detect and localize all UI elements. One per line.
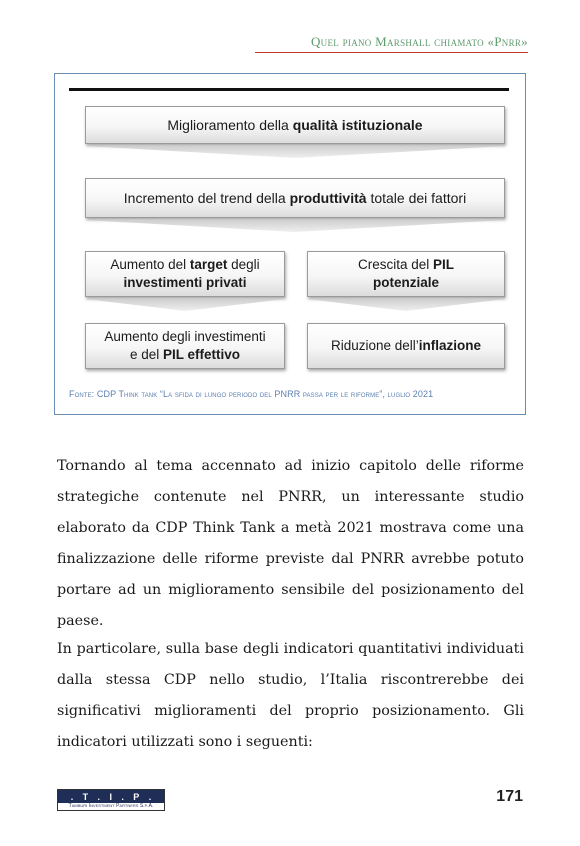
page-number: 171: [496, 788, 523, 805]
logo-dot: .: [148, 791, 152, 802]
figure: [54, 73, 526, 415]
box-inflation: Riduzione dell’inflazione: [307, 323, 505, 369]
logo-letter-t: T: [82, 791, 89, 802]
header-rule: [255, 52, 528, 53]
logo-letter-p: P: [133, 791, 140, 802]
publisher-logo: [57, 789, 165, 811]
box-potential-gdp: Crescita del PIL potenziale: [307, 251, 505, 297]
figure-top-rule: [69, 88, 509, 91]
logo-letters: [58, 790, 164, 803]
logo-dot: .: [121, 791, 124, 802]
arrow-1: [85, 146, 505, 158]
box-private-investment: Aumento del target degli investimenti privati: [85, 251, 285, 297]
box-quality: Miglioramento della qualità istituzionale: [85, 106, 505, 144]
logo-caption: Tamburi Investment Partners S.p.A.: [68, 803, 154, 809]
figure-source: Fonte: CDP Think tank “La sfida di lungo periodo del PNRR passa per le riforme”, luglio 2021: [69, 389, 434, 399]
body-paragraph-2: In particolare, sulla base degli indicatori quantitativi individuati dalla stessa CDP nello studio, l’Italia riscontrerebbe dei significativi miglioramenti del proprio posizionamento. Gli indicatori utilizzati sono i seguenti:: [57, 641, 524, 750]
logo-dot: .: [97, 791, 101, 802]
arrow-3: [85, 299, 285, 311]
running-header: Quel piano Marshall chiamato «Pnrr»: [310, 34, 528, 49]
logo-letter-i: I: [109, 791, 112, 802]
arrow-2: [85, 220, 505, 232]
logo-dot: .: [70, 791, 74, 802]
box-productivity: Incremento del trend della produttività totale dei fattori: [85, 178, 505, 218]
box-effective-gdp: Aumento degli investimenti e del PIL effettivo: [85, 323, 285, 369]
arrow-4: [307, 299, 505, 311]
body-paragraph-1: Tornando al tema accennato ad inizio capitolo delle riforme strategiche contenute nel PNRR, un interessante studio elaborato da CDP Think Tank a metà 2021 mostrava come una finalizzazione delle riforme previste dal PNRR avrebbe potuto portare ad un miglioramento sensibile del posizionamento del paese.: [57, 458, 524, 629]
